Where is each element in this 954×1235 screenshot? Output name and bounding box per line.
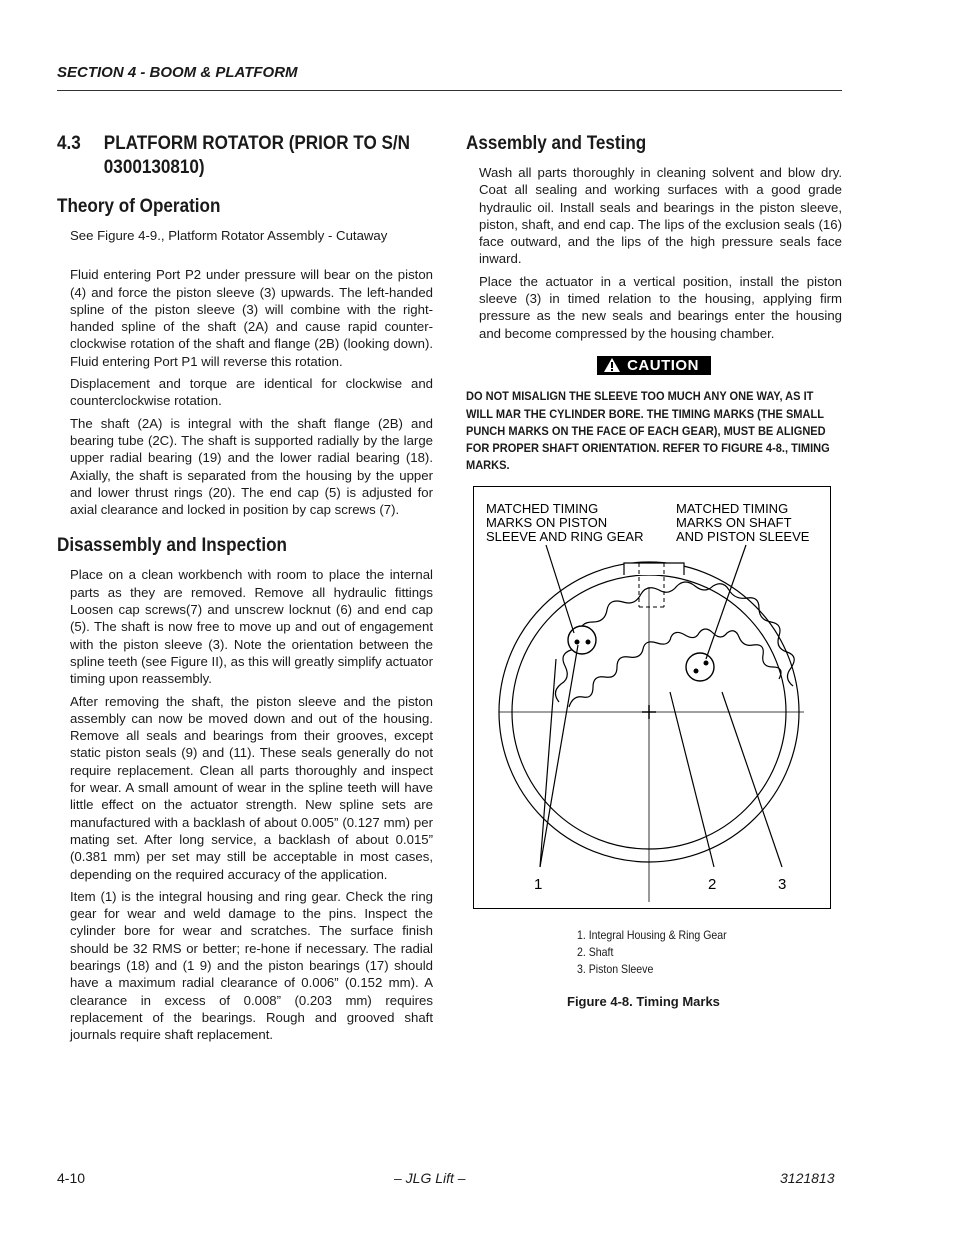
theory-paragraph: The shaft (2A) is integral with the shaft flange (2B) and bearing tube (2C). The shaft is supported radially by the large upper radial bearing (19) and the lower radial bearing (18). Axially, the shaft is separated from the housing by the upper and lower thrust rings (20). The end cap (5) is adjusted for axial clearance and locked in position by cap screws (7). bbox=[70, 415, 433, 518]
callout-3: 3 bbox=[778, 876, 787, 893]
disassembly-paragraph: Place on a clean workbench with room to place the internal parts as they are removed. Remove all hydraulic fittings Loosen cap screws(7) and unscrew locknut (6) and end cap (5). The shaft is now free to move up and out of engagement with the piston sleeve (3). Note the orientation between the spline teeth (see Figure II), as this will greatly simplify actuator timing upon reassembly. bbox=[70, 567, 433, 687]
right-label-line: AND PISTON SLEEVE bbox=[676, 529, 810, 544]
section-title bbox=[57, 132, 435, 180]
right-column bbox=[466, 132, 842, 474]
legend-item: 2. Shaft bbox=[577, 945, 614, 959]
figure-caption: Figure 4-8. Timing Marks bbox=[567, 994, 720, 1009]
left-label-line: MARKS ON PISTON bbox=[486, 515, 608, 530]
caution-banner bbox=[466, 356, 842, 379]
legend-item: 3. Piston Sleeve bbox=[577, 962, 654, 976]
left-label-line: SLEEVE AND RING GEAR bbox=[486, 529, 644, 544]
disassembly-paragraph: After removing the shaft, the piston sleeve and the piston assembly can now be moved down and out of the housing. Remove all seals and bearings from their grooves, except static piston seals (9) and (11). These seals generally do not require replacement. Clean all parts thoroughly and inspect for wear. A small amount of wear in the spline teeth will have little effect on the actuator strength. New spline sets are manufactured with a backlash of about 0.005” (0.127 mm) per mating set. After long service, a backlash of about 0.015” (0.381 mm) per set may still be acceptable in most cases, depending on the required accuracy of the application. bbox=[70, 693, 433, 882]
punch-mark-icon bbox=[694, 669, 699, 674]
caution-text: DO NOT MISALIGN THE SLEEVE TOO MUCH ANY ONE WAY, AS IT WILL MAR THE CYLINDER BORE. THE TIMING MARKS (THE SMALL PUNCH MARKS ON THE FACE OF EACH GEAR), MUST BE ALIGNED FOR PROPER SHAFT ORIENTATION. REFER TO FIGURE 4-8., TIMING MARKS. bbox=[466, 389, 830, 473]
assembly-paragraph: Place the actuator in a vertical position, install the piston sleeve (3) in timed relation to the housing, applying firm pressure as the new seals and bearings enter the housing and become compressed by the housing chamber. bbox=[479, 273, 842, 341]
timing-mark-left bbox=[568, 626, 596, 654]
callout-1: 1 bbox=[534, 876, 543, 893]
timing-marks-diagram bbox=[474, 487, 830, 908]
assembly-paragraph: Wash all parts thoroughly in cleaning solvent and blow dry. Coat all sealing and working surfaces with a good grade hydraulic oil. Install seals and bearings in the piston sleeve, piston, shaft, and end cap. The lips of the exclusion seals (16) face outward, and the lips of the high pressure seals face inward. bbox=[479, 165, 842, 267]
leader-line bbox=[706, 545, 746, 659]
header-rule bbox=[57, 90, 842, 91]
section-number: 4.3 bbox=[57, 133, 81, 154]
callout-3-leader bbox=[722, 692, 782, 867]
footer-brand: – JLG Lift – bbox=[394, 1170, 466, 1186]
callout-2-leader bbox=[670, 692, 714, 867]
assembly-heading: Assembly and Testing bbox=[466, 133, 647, 154]
figure-legend bbox=[577, 927, 727, 978]
theory-heading: Theory of Operation bbox=[57, 196, 221, 217]
timing-mark-right bbox=[686, 653, 714, 681]
ring-gear-teeth-inner bbox=[569, 629, 781, 707]
caution-badge bbox=[597, 356, 711, 375]
punch-mark-icon bbox=[586, 640, 591, 645]
theory-paragraph: Fluid entering Port P2 under pressure will bear on the piston (4) and force the piston sleeve (3) upwards. The left-handed spline of the piston sleeve (3) will combine with the right- handed spline of the shaft (2A) and cause rapid counter-clockwise rotation of the shaft and flange (2B) (looking down). Fluid entering Port P1 will reverse this rotation. bbox=[70, 267, 433, 369]
section-title-text: PLATFORM ROTATOR (PRIOR TO S/N 0300130810) bbox=[103, 133, 411, 178]
left-label-line: MATCHED TIMING bbox=[486, 501, 599, 516]
callout-1-leader bbox=[540, 645, 578, 867]
housing-port-boss bbox=[624, 563, 684, 575]
disassembly-paragraph: Item (1) is the integral housing and ring gear. Check the ring gear for wear and weld damage to the pins. Inspect the cylinder bore for wear and scratches. The surface finish should be 32 RMS or better; re-hone if necessary. The radial bearings (18) and (1 9) and the piston bearings (17) should have a maximum radial clearance of 0.006” (0.152 mm). A clearance in excess of 0.008” (0.203 mm) requires replacement of the bearings. Rough and grooved shaft journals require shaft replacement. bbox=[70, 888, 433, 1043]
left-column bbox=[57, 132, 433, 1048]
document-number: 3121813 bbox=[780, 1170, 835, 1186]
leader-line bbox=[546, 545, 574, 633]
page-number: 4-10 bbox=[57, 1170, 86, 1186]
right-label-line: MARKS ON SHAFT bbox=[676, 515, 792, 530]
theory-paragraph: Displacement and torque are identical for clockwise and counterclockwise rotation. bbox=[70, 376, 433, 409]
callout-2: 2 bbox=[708, 876, 717, 893]
right-label-line: MATCHED TIMING bbox=[676, 501, 789, 516]
punch-mark-icon bbox=[575, 640, 580, 645]
punch-mark-icon bbox=[704, 661, 709, 666]
caution-label: CAUTION bbox=[627, 356, 699, 374]
disassembly-heading: Disassembly and Inspection bbox=[57, 535, 287, 557]
section-header: SECTION 4 - BOOM & PLATFORM bbox=[57, 64, 298, 81]
warning-icon bbox=[603, 357, 621, 373]
callout-1-leader bbox=[540, 659, 556, 867]
theory-reference: See Figure 4-9., Platform Rotator Assembly - Cutaway bbox=[70, 228, 388, 243]
legend-item: 1. Integral Housing & Ring Gear bbox=[577, 928, 727, 942]
timing-marks-figure bbox=[473, 486, 831, 909]
